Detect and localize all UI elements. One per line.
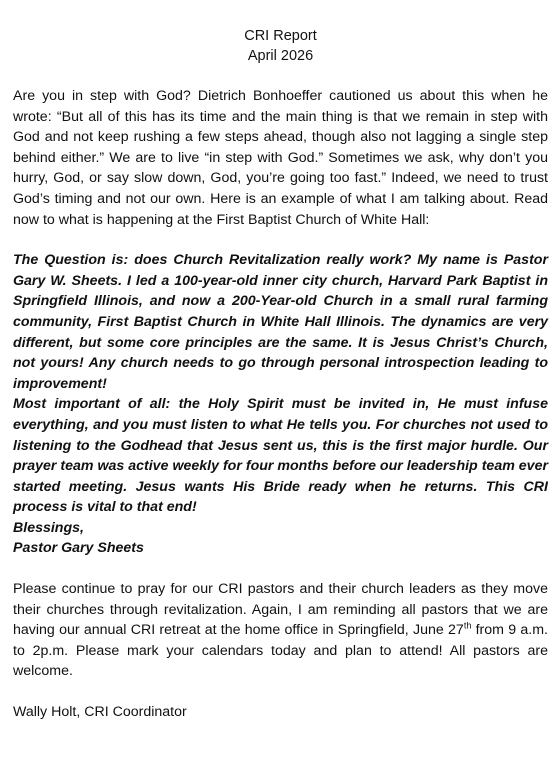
report-date: April 2026	[247, 48, 314, 64]
testimony-signature: Pastor Gary Sheets	[13, 540, 144, 557]
coordinator-signoff: Wally Holt, CRI Coordinator	[13, 704, 187, 721]
intro-paragraph: Are you in step with God? Dietrich Bonhoeffer cautioned us about this when he wrote: “But all of this has its time and the main thing is that we remain in step with God and not keep rushing a few steps ahead, though also not lagging a single step behind either.” We are to live “in step with God.” Sometimes we ask, why don’t you hurry, God, or say slow down, God, you’re going too fast.” Indeed, we need to trust God’s timing and not our own. Here is an example of what I am talking about. Read now to what is happening at the First Baptist Church of White Hall:	[13, 88, 548, 228]
testimony-paragraph-1: The Question is: does Church Revitalization really work? My name is Pastor Gary W. Sheets. I led a 100-year-old inner city church, Harvard Park Baptist in Springfield Illinois, and now a 200-Year-old Church in a small rural farming community, First Baptist Church in White Hall Illinois. The dynamics are very different, but some core principles are the same. It is Jesus Christ’s Church, not yours! Any church needs to go through personal introspection leading to improvement!	[13, 252, 548, 392]
report-header	[13, 26, 548, 66]
testimony-blessing: Blessings,	[13, 519, 84, 536]
report-title: CRI Report	[244, 28, 317, 44]
closing-text-1: Please continue to pray for our CRI pastors and their church leaders as they move their churches through revitalization. Again, I am reminding all pastors that we are having our annual CRI retreat at the home office in Springfield, June 27	[13, 581, 548, 639]
ordinal-suffix: th	[463, 620, 472, 631]
closing-paragraph	[13, 579, 548, 682]
testimony-paragraph-2: Most important of all: the Holy Spirit must be invited in, He must infuse everything, and you must listen to what He tells you. For churches not used to listening to the Godhead that Jesus sent us, this is the first major hurdle. Our prayer team was active weekly for four months before our leadership team ever started meeting. Jesus wants His Bride ready when he returns. This CRI process is vital to that end!	[13, 396, 548, 516]
closing-text-2: from 9 a.m. to 2p.m. Please mark your calendars today and plan to attend! All pastors are welcome.	[13, 622, 549, 680]
testimony-block	[13, 250, 548, 559]
